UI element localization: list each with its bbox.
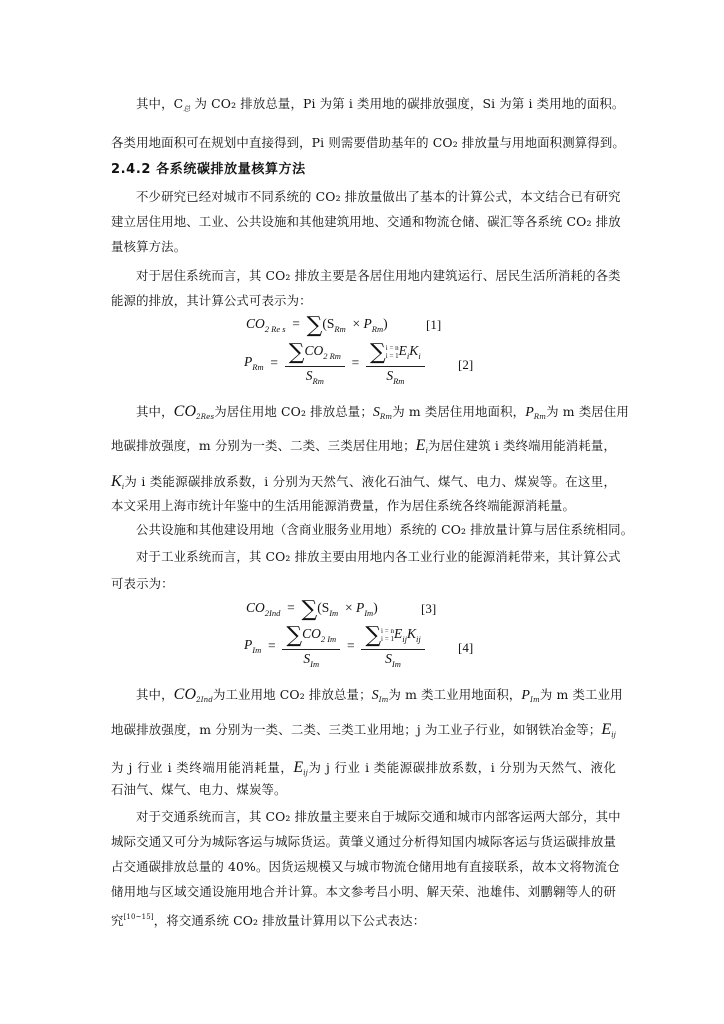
eq4-sum-1: ∑ bbox=[286, 623, 303, 648]
eq1-p: P bbox=[363, 316, 372, 331]
paragraph-8-line-4: 石油气、煤气、电力、煤炭等。 bbox=[111, 782, 287, 797]
para1-c-subscript: 总 bbox=[183, 105, 191, 113]
eq2-sum-2: ∑ bbox=[370, 340, 386, 365]
paragraph-3-line-1: 不少研究已经对城市不同系统的 CO₂ 排放量做出了基本的计算公式，本文结合已有研究 bbox=[136, 189, 621, 204]
para8-sim: S bbox=[371, 688, 379, 703]
eq2-lhs-sub: Rm bbox=[252, 362, 264, 372]
eq3-open: (S bbox=[317, 600, 330, 615]
eq1-sum-symbol: ∑ bbox=[306, 313, 323, 338]
para5-co2res: CO bbox=[173, 403, 197, 420]
paragraph-5-line-4: 本文采用上海市统计年鉴中的生活用能源消费量，作为居住系统各终端能源消耗量。 bbox=[111, 498, 576, 513]
paragraph-9-line-4: 储用地与区域交通设施用地合并计算。本文参考吕小明、解天荣、池雄伟、刘鹏翱等人的研 bbox=[111, 884, 616, 899]
eq2-fraction-1 bbox=[285, 340, 345, 386]
eq4-lhs-sub: Im bbox=[252, 645, 262, 655]
eq1-times: × bbox=[352, 316, 361, 331]
eq4-fraction-2 bbox=[361, 623, 424, 669]
para8-l3b: 为 j 行业 i 类能源碳排放系数，i 分别为天然气、液化 bbox=[307, 760, 616, 775]
para5-l3: 为 i 类能源碳排放系数，i 分别为天然气、液化石油气、煤气、电力、煤炭等。在这里， bbox=[124, 474, 616, 489]
eq3-times: × bbox=[344, 600, 353, 615]
para8-pim: P bbox=[521, 688, 531, 703]
equation-4 bbox=[244, 623, 425, 669]
paragraph-1 bbox=[111, 92, 625, 121]
para5-co2res-sub: 2Res bbox=[196, 413, 215, 421]
section-heading: 2.4.2 各系统碳排放量核算方法 bbox=[111, 162, 306, 177]
eq3-lhs: CO bbox=[246, 600, 265, 615]
para5-srm: S bbox=[372, 405, 381, 420]
eq3-p-sub: Im bbox=[364, 608, 374, 618]
para5-t1: 为居住用地 CO₂ 排放总量； bbox=[214, 404, 373, 419]
eq2-den1: S bbox=[305, 368, 313, 383]
para8-sim-sub: Im bbox=[378, 696, 389, 704]
eq4-limit-bottom: i = 1 bbox=[381, 634, 394, 643]
para9-l5a: 究 bbox=[111, 913, 124, 928]
eq4-den2-sub: Im bbox=[391, 659, 401, 669]
para5-srm-sub: Rm bbox=[380, 413, 393, 421]
eq4-num2-k-sub: ij bbox=[415, 634, 421, 644]
para5-prm: P bbox=[525, 405, 534, 420]
paragraph-8-line-2 bbox=[111, 718, 616, 747]
para5-l2a: 地碳排放强度，m 分别为一类、二类、三类居住用地； bbox=[111, 438, 416, 453]
paragraph-3-line-3: 量核算方法。 bbox=[111, 239, 187, 254]
para5-ei: E bbox=[415, 437, 426, 454]
eq2-den1-sub: Rm bbox=[312, 376, 324, 386]
eq2-equals-1: = bbox=[270, 355, 278, 370]
paragraph-9-line-5 bbox=[111, 905, 616, 933]
paragraph-9-line-3: 占交通碳排放总量的 40%。因货运规模又与城市物流仓储用地有直接联系，故本文将物流仓 bbox=[111, 859, 620, 874]
para1-text-a: 其中，C bbox=[136, 96, 184, 111]
para1-text-b: 为 CO₂ 排放总量，Pi 为第 i 类用地的碳排放强度，Si 为第 i 类用地的面积。 bbox=[190, 96, 625, 111]
eq2-den2-sub: Rm bbox=[393, 376, 405, 386]
eq1-s-sub: Rm bbox=[334, 324, 346, 334]
equation-3-number: [3] bbox=[421, 601, 437, 616]
para8-t2: 为 m 类工业用地面积， bbox=[388, 687, 522, 702]
para8-l3a: 为 j 行业 i 类终端用能消耗量， bbox=[111, 760, 294, 775]
eq3-lhs-sub: 2Ind bbox=[264, 608, 281, 618]
eq2-num2-k: K bbox=[409, 343, 419, 358]
para5-t2: 为 m 类居住用地面积， bbox=[392, 404, 526, 419]
para5-pre: 其中， bbox=[136, 404, 174, 419]
para8-co2ind: CO bbox=[173, 686, 197, 703]
eq2-lhs: P bbox=[244, 354, 253, 369]
paragraph-5-line-2 bbox=[111, 434, 616, 463]
eq2-den2: S bbox=[386, 368, 394, 383]
eq4-sum-2: ∑ bbox=[365, 623, 382, 648]
para5-ei-sub: i bbox=[425, 447, 428, 455]
eq2-sum-1: ∑ bbox=[288, 340, 305, 365]
equation-1-number: [1] bbox=[426, 317, 442, 332]
para8-t1: 为工业用地 CO₂ 排放总量； bbox=[212, 687, 372, 702]
para8-eij2-sub: ij bbox=[303, 769, 308, 777]
eq1-open: (S bbox=[322, 316, 335, 331]
eq3-sum-symbol: ∑ bbox=[301, 597, 318, 622]
eq3-s-sub: Im bbox=[329, 608, 339, 618]
eq4-num2-k: K bbox=[406, 626, 416, 641]
eq1-close: ) bbox=[383, 316, 388, 331]
para5-l2b: 为居住建筑 i 类终端用能消耗量， bbox=[427, 438, 617, 453]
para8-eij-sub: ij bbox=[611, 731, 616, 739]
eq3-equals: = bbox=[287, 600, 295, 615]
eq4-num1-sub: 2 Im bbox=[320, 634, 337, 644]
para8-co2ind-sub: 2Ind bbox=[196, 696, 213, 704]
para5-prm-sub: Rm bbox=[533, 413, 547, 421]
para8-eij: E bbox=[601, 721, 612, 738]
paragraph-5-line-1 bbox=[111, 400, 629, 429]
para8-t3: 为 m 类工业用 bbox=[539, 687, 623, 702]
eq1-lhs-sub: 2 Re s bbox=[264, 324, 286, 334]
paragraph-4-line-1: 对于居住系统而言，其 CO₂ 排放主要是各居住用地内建筑运行、居民生活所消耗的各类 bbox=[136, 268, 621, 283]
equation-4-number: [4] bbox=[458, 640, 474, 655]
paragraph-2: 各类用地面积可在规划中直接得到，Pi 则需要借助基年的 CO₂ 排放量与用地面积测算得到。 bbox=[111, 135, 625, 150]
equation-1 bbox=[246, 313, 388, 338]
eq2-num2-k-sub: i bbox=[418, 351, 421, 361]
eq2-num1-sub: 2 Rm bbox=[323, 351, 341, 361]
eq4-den2: S bbox=[385, 651, 392, 666]
para8-pre: 其中， bbox=[136, 687, 174, 702]
eq4-lhs: P bbox=[244, 637, 253, 652]
eq4-num1: CO bbox=[302, 626, 321, 641]
eq3-close: ) bbox=[373, 600, 378, 615]
equation-2-number: [2] bbox=[458, 357, 474, 372]
eq4-equals-1: = bbox=[267, 638, 276, 653]
citation: [10~15] bbox=[123, 913, 154, 921]
para8-eij2: E bbox=[293, 759, 304, 776]
eq2-num2-e-sub: i bbox=[406, 351, 410, 361]
para9-l5b: ，将交通系统 CO₂ 排放量计算用以下公式表达： bbox=[153, 913, 426, 928]
eq4-equals-2: = bbox=[346, 638, 355, 653]
paragraph-9-line-1: 对于交通系统而言，其 CO₂ 排放量主要来自于城际交通和城市内部客运两大部分，其中 bbox=[136, 809, 621, 824]
eq4-den1-sub: Im bbox=[310, 659, 320, 669]
paragraph-4-line-2: 能源的排放，其计算公式可表示为： bbox=[111, 293, 312, 308]
paragraph-7-line-1: 对于工业系统而言，其 CO₂ 排放主要由用地内各工业行业的能源消耗带来，其计算公式 bbox=[136, 549, 621, 564]
eq4-fraction-1 bbox=[282, 623, 340, 669]
eq2-limit-top: i = n bbox=[385, 343, 399, 352]
eq4-num2-e: E bbox=[393, 626, 403, 641]
equation-2 bbox=[244, 340, 425, 386]
paragraph-6: 公共设施和其他建设用地（含商业服务业用地）系统的 CO₂ 排放量计算与居住系统相同。 bbox=[136, 522, 634, 537]
paragraph-7-line-2: 可表示为： bbox=[111, 576, 174, 591]
eq2-equals-2: = bbox=[351, 355, 360, 370]
eq1-equals: = bbox=[292, 316, 300, 331]
eq2-num1: CO bbox=[304, 343, 324, 358]
eq2-limit-bottom: i = 1 bbox=[385, 351, 399, 360]
eq4-limit-top: i = n bbox=[381, 626, 394, 635]
equation-3 bbox=[246, 597, 378, 622]
paragraph-8-line-1 bbox=[111, 683, 623, 712]
eq1-p-sub: Rm bbox=[371, 324, 384, 334]
eq1-lhs: CO bbox=[246, 316, 265, 331]
eq4-num2-e-sub: ij bbox=[402, 634, 407, 644]
paragraph-3-line-2: 建立居住用地、工业、公共设施和其他建筑用地、交通和物流仓储、碳汇等各系统 CO₂ 排放 bbox=[111, 214, 621, 229]
para5-ki-sub: i bbox=[121, 483, 125, 491]
eq3-p: P bbox=[355, 600, 365, 615]
eq2-num2-e: E bbox=[398, 343, 407, 358]
para5-t3: 为 m 类居住用 bbox=[546, 404, 629, 419]
eq4-den1: S bbox=[303, 651, 311, 666]
paragraph-9-line-2: 城际交通又可分为城际客运与城际货运。黄肇义通过分析得知国内城际客运与货运碳排放量 bbox=[111, 834, 616, 849]
para8-l2a: 地碳排放强度，m 分别为一类、二类、三类工业用地；j 为工业子行业，如钢铁冶金等； bbox=[111, 722, 602, 737]
para5-ki: K bbox=[111, 473, 122, 490]
eq2-fraction-2 bbox=[366, 340, 425, 386]
para8-pim-sub: Im bbox=[530, 696, 540, 704]
